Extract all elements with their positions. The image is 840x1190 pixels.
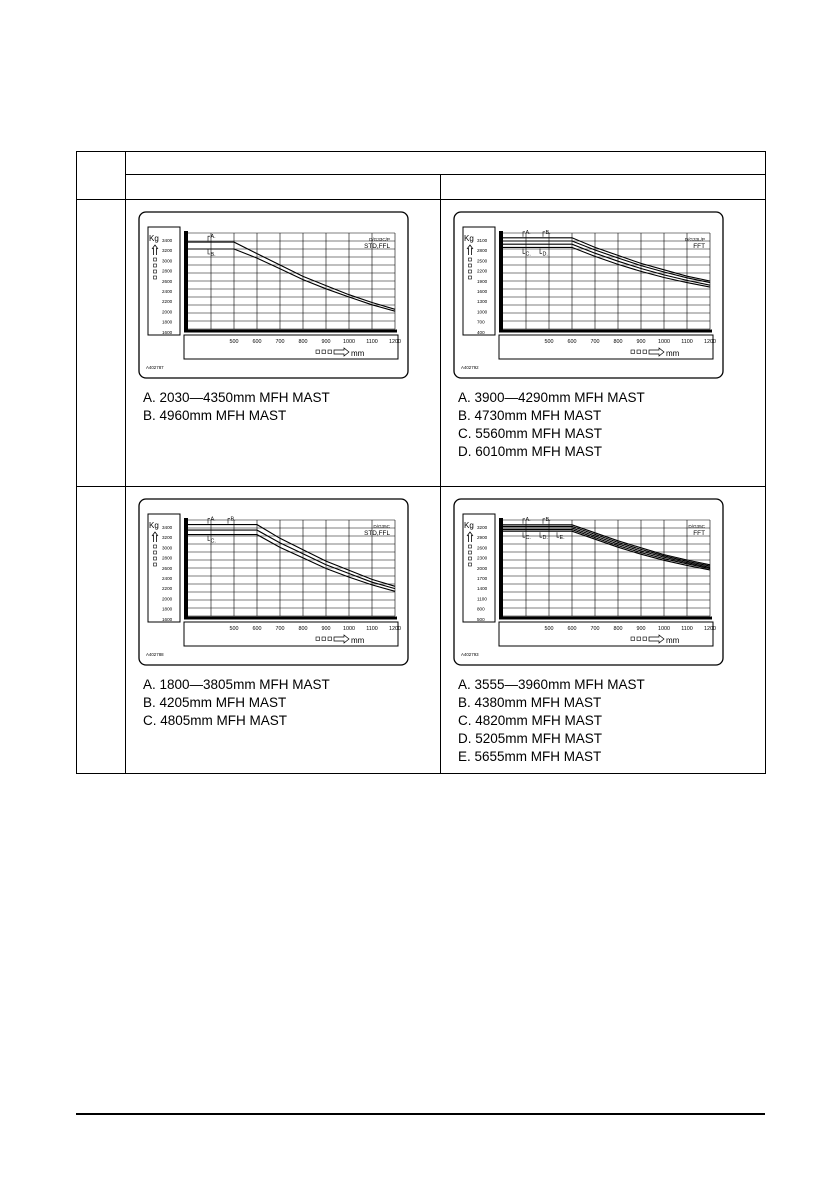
x-tick-label: 500: [544, 626, 554, 632]
chart-tag-label: D/G33L/P: [684, 237, 705, 242]
x-tick-label: 800: [613, 626, 623, 632]
capacity-chart-2: [453, 211, 724, 379]
x-unit-label: mm: [666, 636, 680, 645]
y-tick-label: 2000: [162, 309, 173, 315]
y-tick-label: 2600: [477, 545, 488, 551]
legend-item: A. 1800—3805mm MFH MAST: [143, 677, 330, 692]
y-tick-label: 2600: [162, 565, 173, 571]
y-tick-label: 1900: [477, 278, 488, 284]
x-tick-label: 800: [613, 339, 623, 345]
chart-legend-4: [458, 676, 645, 766]
y-unit-label: Kg: [464, 521, 474, 530]
legend-item: B. 4205mm MFH MAST: [143, 695, 287, 710]
x-tick-label: 1000: [343, 339, 355, 345]
y-tick-label: 1600: [162, 329, 173, 335]
chart-tag-label: D/G35C: [373, 524, 390, 529]
footer-rule: [76, 1113, 765, 1115]
chart-frame: [454, 212, 723, 378]
x-tick-label: 600: [567, 626, 577, 632]
x-tick-label: 1000: [658, 626, 670, 632]
x-tick-label: 500: [229, 626, 239, 632]
y-tick-label: 2300: [477, 555, 488, 561]
chart-cell-3: [126, 487, 441, 774]
legend-item: A. 2030—4350mm MFH MAST: [143, 390, 330, 405]
series-label-d: D.: [542, 535, 548, 542]
y-tick-label: 1600: [162, 616, 173, 622]
x-tick-label: 1100: [366, 626, 378, 632]
x-unit-label: mm: [666, 349, 680, 358]
chart-tag-label: D/G35C: [688, 524, 705, 529]
legend-item: B. 4960mm MFH MAST: [143, 408, 287, 423]
y-tick-label: 1800: [162, 606, 173, 612]
legend-item: E. 5655mm MFH MAST: [458, 749, 602, 764]
chart-legend-1: [143, 389, 330, 425]
legend-item: B. 4730mm MFH MAST: [458, 408, 602, 423]
series-label-b: B.: [210, 252, 216, 258]
x-tick-label: 900: [636, 339, 646, 345]
chart-tag-label: STD,FFL: [364, 530, 390, 537]
x-tick-label: 600: [252, 339, 262, 345]
legend-item: C. 4805mm MFH MAST: [143, 713, 288, 728]
plate-code: A402793: [461, 652, 479, 657]
y-tick-label: 400: [477, 329, 485, 335]
capacity-chart-4: [453, 498, 724, 666]
y-tick-label: 2400: [162, 289, 173, 294]
x-tick-label: 900: [321, 626, 331, 632]
series-label-c: C.: [525, 251, 531, 258]
y-tick-label: 700: [477, 319, 485, 325]
y-tick-label: 2200: [162, 299, 173, 305]
chart-frame: [139, 212, 408, 378]
capacity-chart-3: [138, 498, 409, 666]
y-tick-label: 3400: [162, 238, 173, 243]
y-tick-label: 3200: [477, 525, 488, 530]
legend-item: C. 5560mm MFH MAST: [458, 426, 603, 441]
y-tick-label: 3200: [162, 535, 173, 541]
series-label-a: A.: [210, 516, 216, 523]
legend-item: A. 3900—4290mm MFH MAST: [458, 390, 645, 405]
y-tick-label: 2200: [477, 268, 488, 274]
row-label-1: [77, 200, 126, 487]
plate-code: A402792: [461, 365, 479, 370]
y-tick-label: 1100: [477, 596, 487, 602]
chart-legend-3: [143, 676, 330, 730]
series-label-e: E.: [559, 535, 565, 542]
series-label-b: B.: [545, 229, 551, 236]
series-label-c: C.: [210, 538, 216, 545]
y-tick-label: 1000: [477, 309, 488, 315]
row-label-2: [77, 487, 126, 774]
y-tick-label: 3000: [162, 258, 173, 264]
y-tick-label: 2400: [162, 576, 173, 581]
y-tick-label: 1300: [477, 299, 488, 305]
x-tick-label: 700: [275, 339, 285, 345]
legend-item: D. 6010mm MFH MAST: [458, 444, 603, 459]
legend-item: D. 5205mm MFH MAST: [458, 731, 603, 746]
y-tick-label: 800: [477, 606, 485, 612]
y-tick-label: 2800: [162, 268, 173, 274]
x-tick-label: 700: [275, 626, 285, 632]
series-label-b: B.: [545, 516, 551, 523]
x-tick-label: 1100: [681, 339, 693, 345]
header-group-cell: [126, 152, 766, 175]
chart-legend-2: [458, 389, 645, 461]
chart-frame: [139, 499, 408, 665]
series-label-a: A.: [525, 516, 531, 523]
x-tick-label: 600: [252, 626, 262, 632]
y-tick-label: 3000: [162, 545, 173, 551]
chart-tag-label: STD,FFL: [364, 243, 390, 250]
chart-tag-label: FFT: [693, 243, 705, 250]
y-tick-label: 2900: [477, 535, 488, 541]
legend-item: C. 4820mm MFH MAST: [458, 713, 603, 728]
y-tick-label: 1800: [162, 319, 173, 325]
x-tick-label: 1200: [704, 626, 716, 632]
y-tick-label: 2800: [477, 248, 488, 254]
series-label-c: C.: [525, 535, 531, 542]
x-tick-label: 800: [298, 339, 308, 345]
series-label-d: D.: [542, 251, 548, 258]
corner-cell: [77, 152, 126, 200]
y-tick-label: 500: [477, 616, 485, 622]
y-tick-label: 1700: [477, 576, 488, 581]
x-tick-label: 1200: [704, 339, 716, 345]
y-tick-label: 2500: [477, 258, 488, 264]
x-unit-label: mm: [351, 349, 365, 358]
x-unit-label: mm: [351, 636, 365, 645]
x-tick-label: 700: [590, 626, 600, 632]
y-tick-label: 3100: [477, 238, 488, 243]
y-tick-label: 2200: [162, 586, 173, 592]
x-tick-label: 600: [567, 339, 577, 345]
capacity-chart-1: [138, 211, 409, 379]
y-unit-label: Kg: [149, 234, 159, 243]
x-tick-label: 900: [636, 626, 646, 632]
chart-tag-label: D/G33C/P: [369, 237, 390, 242]
y-tick-label: 3200: [162, 248, 173, 254]
column-header-right: [441, 175, 766, 200]
x-tick-label: 1200: [389, 626, 401, 632]
y-tick-label: 2800: [162, 555, 173, 561]
y-unit-label: Kg: [464, 234, 474, 243]
x-tick-label: 1100: [366, 339, 378, 345]
series-label-b: B.: [230, 516, 236, 523]
chart-cell-4: [441, 487, 766, 774]
x-tick-label: 1200: [389, 339, 401, 345]
legend-item: A. 3555—3960mm MFH MAST: [458, 677, 645, 692]
plate-code: A402788: [146, 652, 164, 657]
x-tick-label: 500: [544, 339, 554, 345]
capacity-table: [76, 151, 766, 774]
x-tick-label: 1000: [658, 339, 670, 345]
x-tick-label: 1100: [681, 626, 693, 632]
y-tick-label: 2000: [477, 565, 488, 571]
series-label-a: A.: [210, 234, 216, 241]
y-tick-label: 3400: [162, 525, 173, 530]
x-tick-label: 1000: [343, 626, 355, 632]
series-label-a: A.: [525, 229, 531, 236]
y-tick-label: 1600: [477, 289, 488, 294]
chart-cell-1: [126, 200, 441, 487]
y-unit-label: Kg: [149, 521, 159, 530]
chart-tag-label: FFT: [693, 530, 705, 537]
chart-frame: [454, 499, 723, 665]
column-header-left: [126, 175, 441, 200]
y-tick-label: 2000: [162, 596, 173, 602]
x-tick-label: 500: [229, 339, 239, 345]
x-tick-label: 900: [321, 339, 331, 345]
x-tick-label: 700: [590, 339, 600, 345]
x-tick-label: 800: [298, 626, 308, 632]
chart-cell-2: [441, 200, 766, 487]
y-tick-label: 2600: [162, 278, 173, 284]
y-tick-label: 1400: [477, 586, 488, 592]
legend-item: B. 4380mm MFH MAST: [458, 695, 602, 710]
plate-code: A402787: [146, 365, 164, 370]
